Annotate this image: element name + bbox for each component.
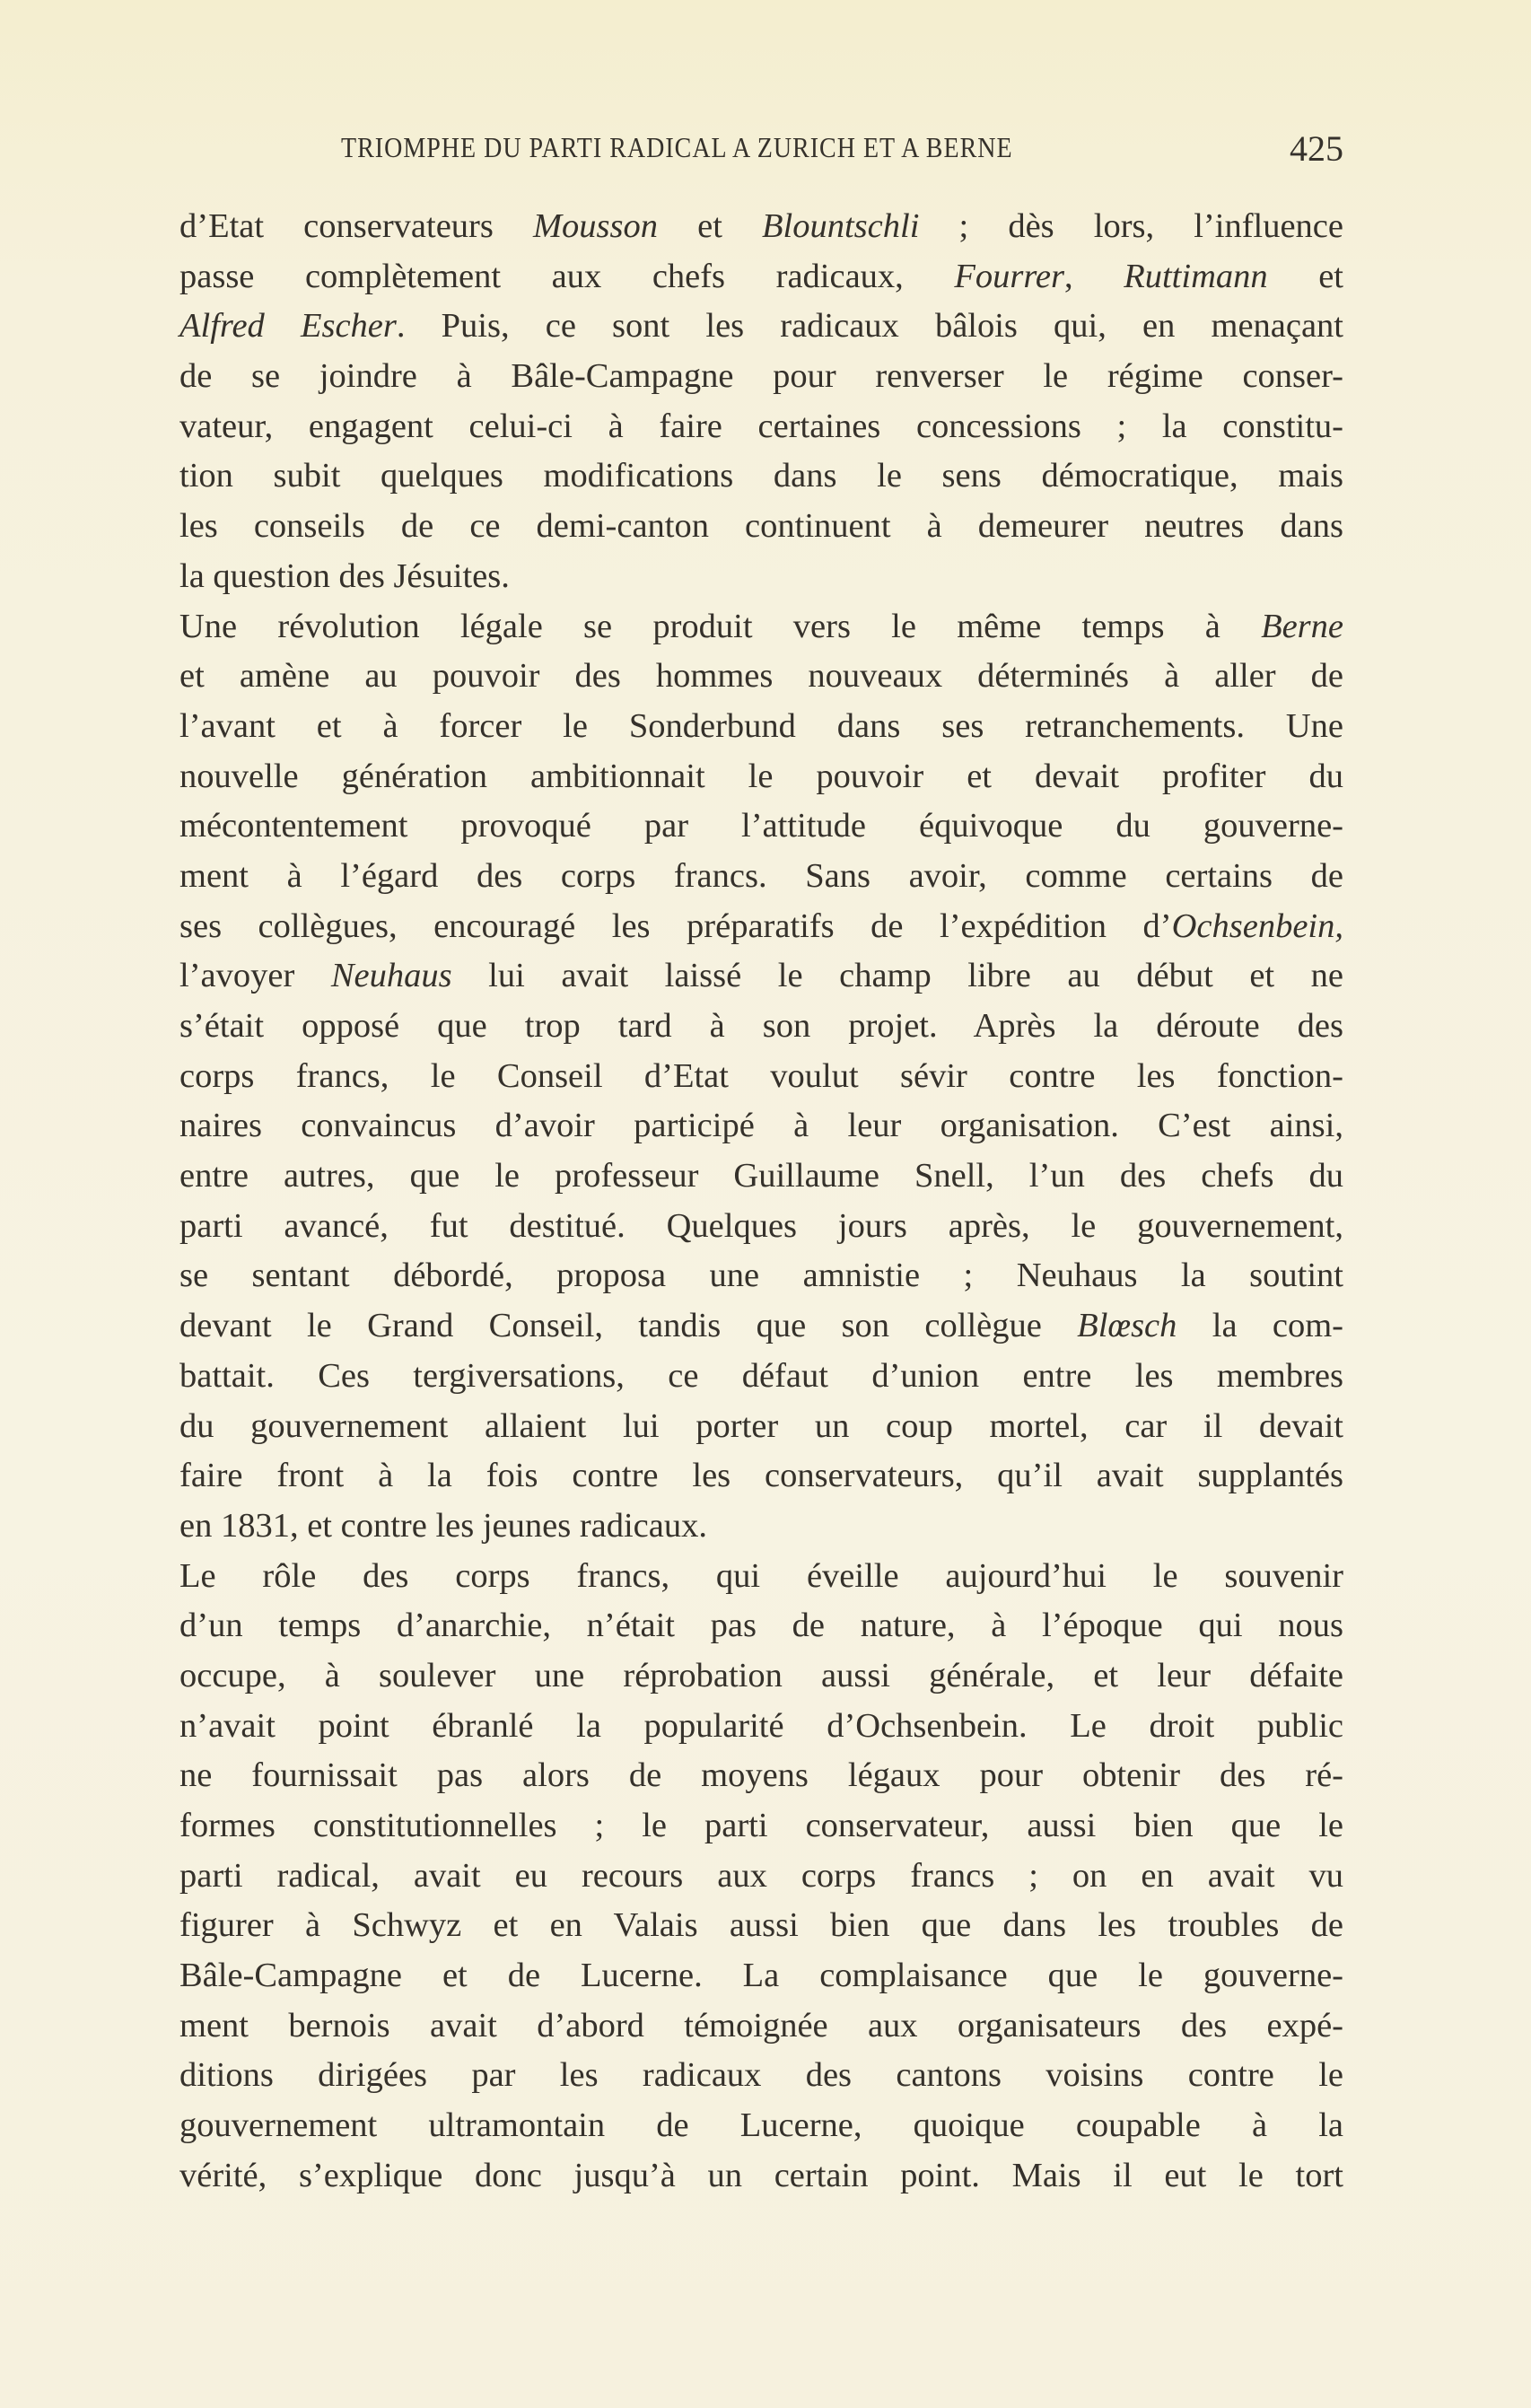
text-segment: d’un temps d’anarchie, n’était pas de nature, à l’époque qui nous (179, 1607, 1343, 1645)
text-line (179, 1202, 1343, 1252)
text-line (179, 1801, 1343, 1852)
text-segment: Le rôle des corps francs, qui éveille aujourd’hui le souvenir (179, 1556, 1343, 1595)
italic-name: Fourrer (954, 257, 1064, 295)
text-segment: passe complètement aux chefs radicaux, (179, 257, 955, 295)
text-line (179, 2001, 1343, 2052)
text-segment: et amène au pouvoir des hommes nouveaux déterminés à aller de (179, 657, 1343, 696)
text-segment: occupe, à soulever une réprobation aussi générale, et leur défaite (179, 1656, 1343, 1694)
text-line (179, 1502, 1343, 1552)
text-segment: la com- (1177, 1307, 1343, 1345)
text-line (179, 552, 1343, 602)
body-text (179, 202, 1343, 2202)
italic-name: Blountschli (762, 207, 920, 245)
text-line (179, 1901, 1343, 1951)
running-title: TRIOMPHE DU PARTI RADICAL A ZURICH ET A BERNE (341, 132, 1013, 165)
text-line (179, 451, 1343, 502)
text-line (179, 1052, 1343, 1102)
text-segment: nouvelle génération ambitionnait le pouvoir et devait profiter du (179, 757, 1343, 795)
italic-name: Mousson (532, 207, 658, 245)
text-segment: en 1831, et contre les jeunes radicaux. (179, 1506, 707, 1545)
text-segment: devant le Grand Conseil, tandis que son collègue (179, 1307, 1078, 1345)
text-line (179, 1852, 1343, 1902)
text-segment: naires convaincus d’avoir participé à leur organisation. C’est ainsi, (179, 1107, 1343, 1145)
text-segment: parti radical, avait eu recours aux corps francs ; on en avait vu (179, 1856, 1343, 1895)
text-segment: la question des Jésuites. (179, 556, 510, 595)
text-segment: Une révolution légale se produit vers le même temps à (179, 607, 1262, 645)
italic-name: Ochsenbein, (1171, 906, 1343, 945)
text-segment: du gouvernement allaient lui porter un coup mortel, car il devait (179, 1406, 1343, 1445)
text-segment: ditions dirigées par les radicaux des cantons voisins contre le (179, 2056, 1343, 2095)
text-segment: l’avoyer (179, 957, 331, 995)
text-segment: et (658, 207, 763, 245)
text-segment: tion subit quelques modifications dans le sens démocratique, mais (179, 457, 1343, 495)
text-segment: ne fournissait pas alors de moyens légaux pour obtenir des ré- (179, 1756, 1343, 1795)
text-segment: parti avancé, fut destitué. Quelques jours après, le gouvernement, (179, 1206, 1343, 1245)
text-line (179, 1151, 1343, 1202)
text-line (179, 1601, 1343, 1651)
text-segment: Bâle-Campagne et de Lucerne. La complaisance que le gouverne- (179, 1957, 1343, 1995)
text-segment: mécontentement provoqué par l’attitude équivoque du gouverne- (179, 807, 1343, 845)
text-line (179, 2101, 1343, 2151)
text-line (179, 1251, 1343, 1301)
text-line (179, 1352, 1343, 1402)
running-header (179, 128, 1343, 169)
text-segment: de se joindre à Bâle-Campagne pour renverser le régime conser- (179, 357, 1343, 396)
text-segment: l’avant et à forcer le Sonderbund dans ses retranchements. Une (179, 706, 1343, 745)
text-segment: gouvernement ultramontain de Lucerne, quoique coupable à la (179, 2106, 1343, 2145)
text-line (179, 1751, 1343, 1801)
italic-name: Alfred Escher (179, 307, 397, 346)
text-segment: ses collègues, encouragé les préparatifs de l’expédition d’ (179, 906, 1172, 945)
text-line (179, 702, 1343, 752)
text-line (179, 402, 1343, 452)
text-segment: . Puis, ce sont les radicaux bâlois qui, en menaçant (396, 307, 1343, 346)
text-segment: ; dès lors, l’influence (919, 207, 1343, 245)
text-line (179, 1002, 1343, 1052)
text-segment: battait. Ces tergiversations, ce défaut d’union entre les membres (179, 1356, 1343, 1395)
text-line (179, 502, 1343, 552)
text-segment: formes constitutionnelles ; le parti conservateur, aussi bien que le (179, 1807, 1343, 1844)
text-line (179, 1651, 1343, 1702)
text-segment: lui avait laissé le champ libre au début et ne (451, 957, 1344, 995)
text-segment: ment bernois avait d’abord témoignée aux organisateurs des expé- (179, 2006, 1343, 2045)
text-line (179, 902, 1343, 952)
text-segment: d’Etat conservateurs (179, 207, 533, 245)
text-line (179, 352, 1343, 402)
text-line (179, 1552, 1343, 1602)
text-line (179, 1402, 1343, 1452)
text-line (179, 752, 1343, 802)
text-line (179, 2051, 1343, 2101)
text-line (179, 1301, 1343, 1352)
italic-name: Ruttimann (1124, 257, 1268, 295)
text-line (179, 602, 1343, 652)
text-segment: vérité, s’explique donc jusqu’à un certain point. Mais il eut le tort (179, 2156, 1343, 2194)
text-segment: s’était opposé que trop tard à son projet. Après la déroute des (179, 1007, 1343, 1045)
italic-name: Neuhaus (330, 957, 452, 995)
text-segment: , (1064, 257, 1124, 295)
text-line (179, 302, 1343, 352)
text-line (179, 951, 1343, 1002)
page-number: 425 (1290, 128, 1343, 169)
text-segment: et (1267, 257, 1344, 295)
text-segment: faire front à la fois contre les conservateurs, qu’il avait supplantés (179, 1457, 1343, 1495)
text-line (179, 652, 1343, 702)
text-segment: se sentant débordé, proposa une amnistie ; Neuhaus la soutint (179, 1257, 1343, 1295)
text-line (179, 252, 1343, 302)
text-segment: les conseils de ce demi-canton continuent à demeurer neutres dans (179, 507, 1343, 546)
text-segment: corps francs, le Conseil d’Etat voulut sévir contre les fonction- (179, 1056, 1343, 1095)
text-segment: figurer à Schwyz et en Valais aussi bien que dans les troubles de (179, 1906, 1343, 1945)
text-line (179, 852, 1343, 902)
text-line (179, 2151, 1343, 2202)
italic-name: Berne (1261, 607, 1343, 645)
text-segment: entre autres, que le professeur Guillaume Snell, l’un des chefs du (179, 1157, 1343, 1195)
text-line (179, 1101, 1343, 1151)
text-line (179, 202, 1343, 252)
italic-name: Blœsch (1077, 1307, 1177, 1345)
text-line (179, 801, 1343, 852)
text-line (179, 1451, 1343, 1502)
text-segment: ment à l’égard des corps francs. Sans avoir, comme certains de (179, 856, 1343, 895)
text-segment: vateur, engagent celui-ci à faire certaines concessions ; la constitu- (179, 407, 1343, 445)
text-line (179, 1951, 1343, 2001)
text-segment: n’avait point ébranlé la popularité d’Ochsenbein. Le droit public (179, 1706, 1343, 1745)
text-line (179, 1702, 1343, 1752)
